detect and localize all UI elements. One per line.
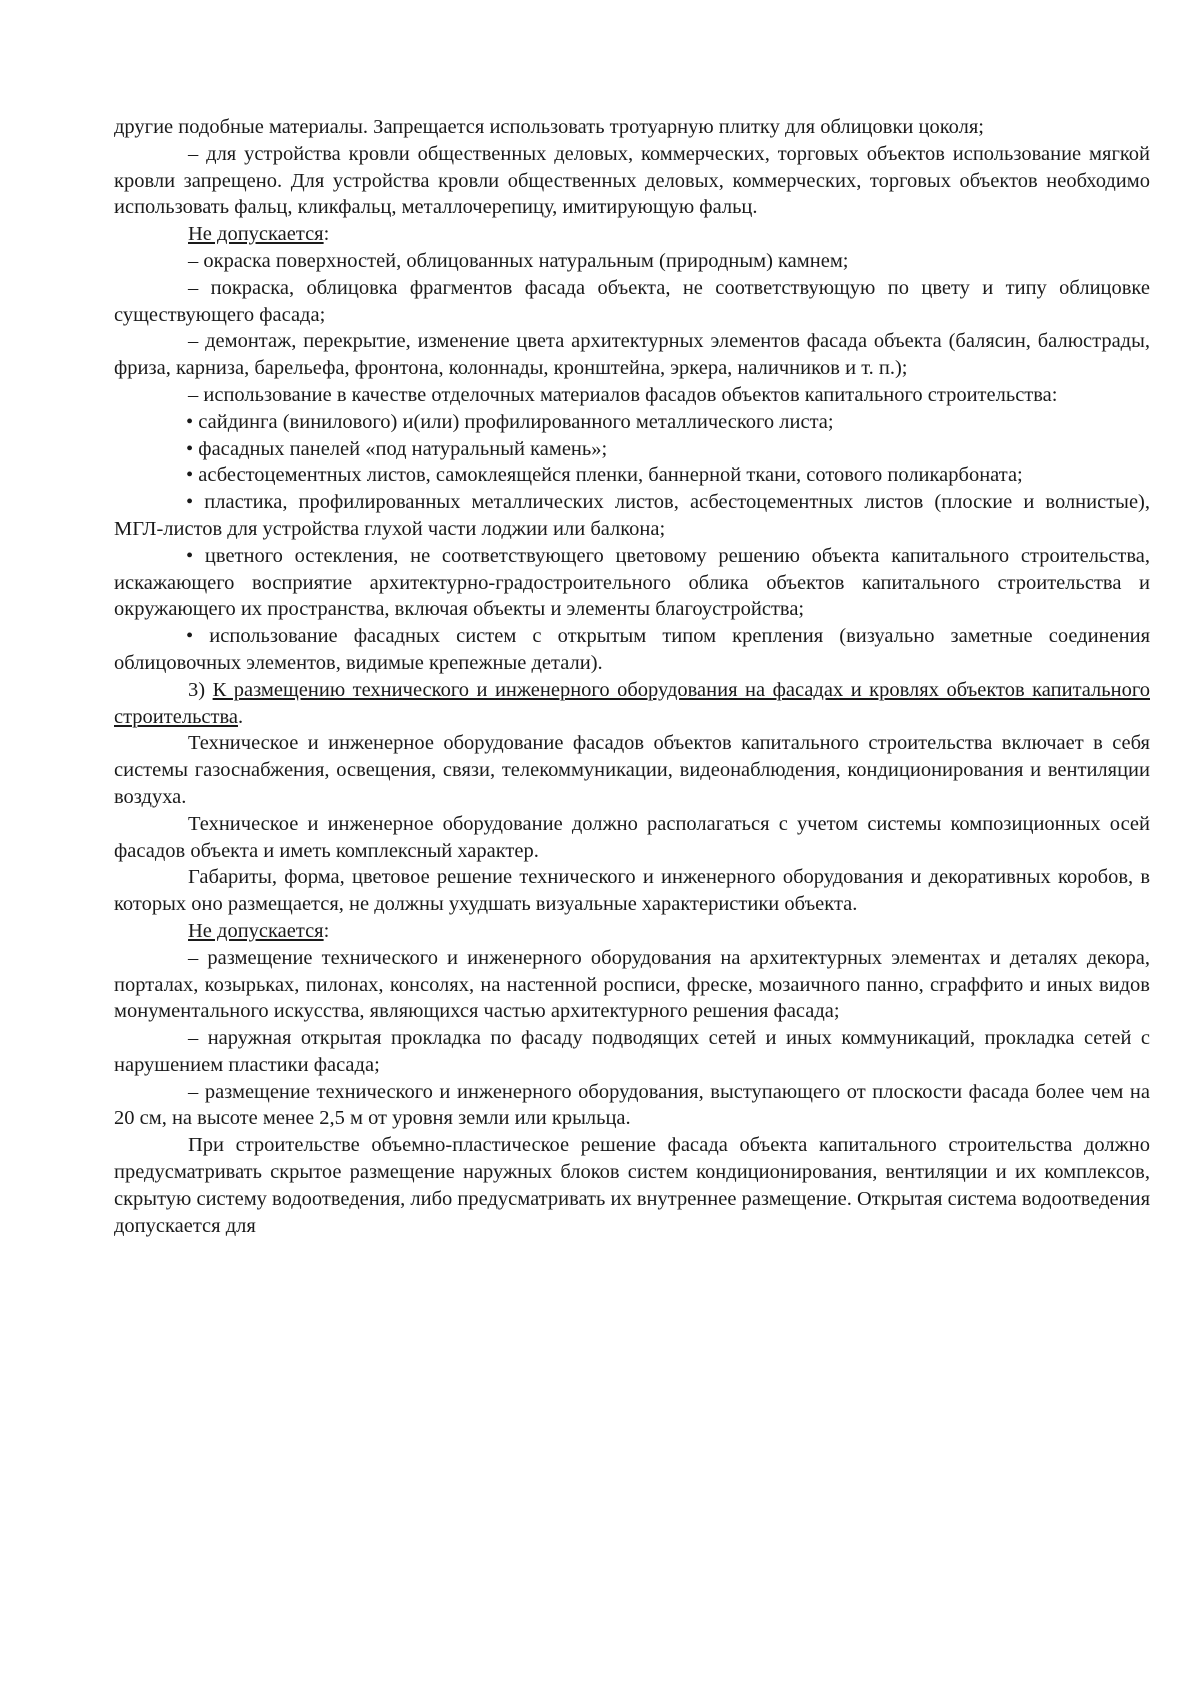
paragraph-equipment-includes: Техническое и инженерное оборудование фасадов объектов капитального строительства включает в себя системы газоснабжения, освещения, связи, телекоммуникации, видеонаблюдения, кондиционирования и вентиляции воздуха. (114, 732, 1150, 808)
paragraph-equipment-dimensions: Габариты, форма, цветовое решение технического и инженерного оборудования и декоративных коробов, в которых оно размещается, не должны ухудшать визуальные характеристики объекта. (114, 866, 1150, 916)
list-item: – окраска поверхностей, облицованных натуральным (природным) камнем; (188, 249, 849, 272)
bullet-item: • использование фасадных систем с открытым типом крепления (визуально заметные соединения облицовочных элементов, видимые крепежные детали). (114, 625, 1150, 674)
bullet-item: • асбестоцементных листов, самоклеящейся пленки, баннерной ткани, сотового поликарбоната; (186, 464, 1023, 487)
bullet-item: • цветного остекления, не соответствующего цветовому решению объекта капитального строительства, искажающего восприятие архитектурно-градостроительного облика объектов капитального строительства и окружающего их пространства, включая объекты и элементы благоустройства; (114, 544, 1150, 621)
list-item: – покраска, облицовка фрагментов фасада объекта, не соответствующую по цвету и типу облицовке существующего фасада; (114, 276, 1150, 326)
list-item: – демонтаж, перекрытие, изменение цвета архитектурных элементов фасада объекта (балясин, балюстрады, фриза, карниза, барельефа, фронтона, колоннады, кронштейна, эркера, наличников и т. п.); (114, 330, 1150, 380)
paragraph-continuation: другие подобные материалы. Запрещается использовать тротуарную плитку для облицовки цоколя; (114, 116, 984, 138)
paragraph-construction: При строительстве объемно-пластическое решение фасада объекта капитального строительства должно предусматривать скрытое размещение наружных блоков систем кондиционирования, вентиляции и их комплексов, скрытую систему водоотведения, либо предусматривать их внутреннее размещение. Открытая система водоотведения допускается для (114, 1134, 1150, 1237)
list-item: – наружная открытая прокладка по фасаду подводящих сетей и иных коммуникаций, прокладка сетей с нарушением пластики фасада; (114, 1027, 1150, 1076)
not-allowed-label: Не допускается (188, 919, 324, 942)
paragraph-roofing: – для устройства кровли общественных деловых, коммерческих, торговых объектов использование мягкой кровли запрещено. Для устройства кровли общественных деловых, коммерческих, торговых объектов необходимо использовать фальц, кликфальц, металлочерепицу, имитирующую фальц. (114, 142, 1150, 219)
list-item: – размещение технического и инженерного оборудования, выступающего от плоскости фасада более чем на 20 см, на высоте менее 2,5 м от уровня земли или крыльца. (114, 1080, 1150, 1130)
section-title: К размещению технического и инженерного оборудования на фасадах и кровлях объектов капитального строительства (114, 678, 1150, 728)
bullet-item: • фасадных панелей «под натуральный камень»; (186, 437, 608, 460)
not-allowed-label: Не допускается (188, 223, 324, 246)
heading-not-allowed-1: Не допускается: (188, 223, 330, 246)
list-item: – использование в качестве отделочных материалов фасадов объектов капитального строительства: (188, 383, 1058, 406)
section-number: 3) (188, 678, 206, 701)
list-item: – размещение технического и инженерного оборудования на архитектурных элементах и деталях декора, порталах, козырьках, пилонах, консолях, на настенной росписи, фреске, мозаичного панно, сграффито и иных видов монументального искусства, являющихся частью архитектурного решения фасада; (114, 946, 1150, 1023)
bullet-item: • сайдинга (винилового) и(или) профилированного металлического листа; (186, 410, 834, 433)
paragraph-equipment-placement: Техническое и инженерное оборудование должно располагаться с учетом системы композиционных осей фасадов объекта и иметь комплексный характер. (114, 812, 1150, 862)
bullet-item: • пластика, профилированных металлических листов, асбестоцементных листов (плоские и волнистые), МГЛ-листов для устройства глухой части лоджии или балкона; (114, 491, 1150, 540)
section-3-heading: 3) К размещению технического и инженерного оборудования на фасадах и кровлях объектов капитального строительства. (114, 678, 1150, 728)
heading-not-allowed-2: Не допускается: (188, 919, 330, 942)
